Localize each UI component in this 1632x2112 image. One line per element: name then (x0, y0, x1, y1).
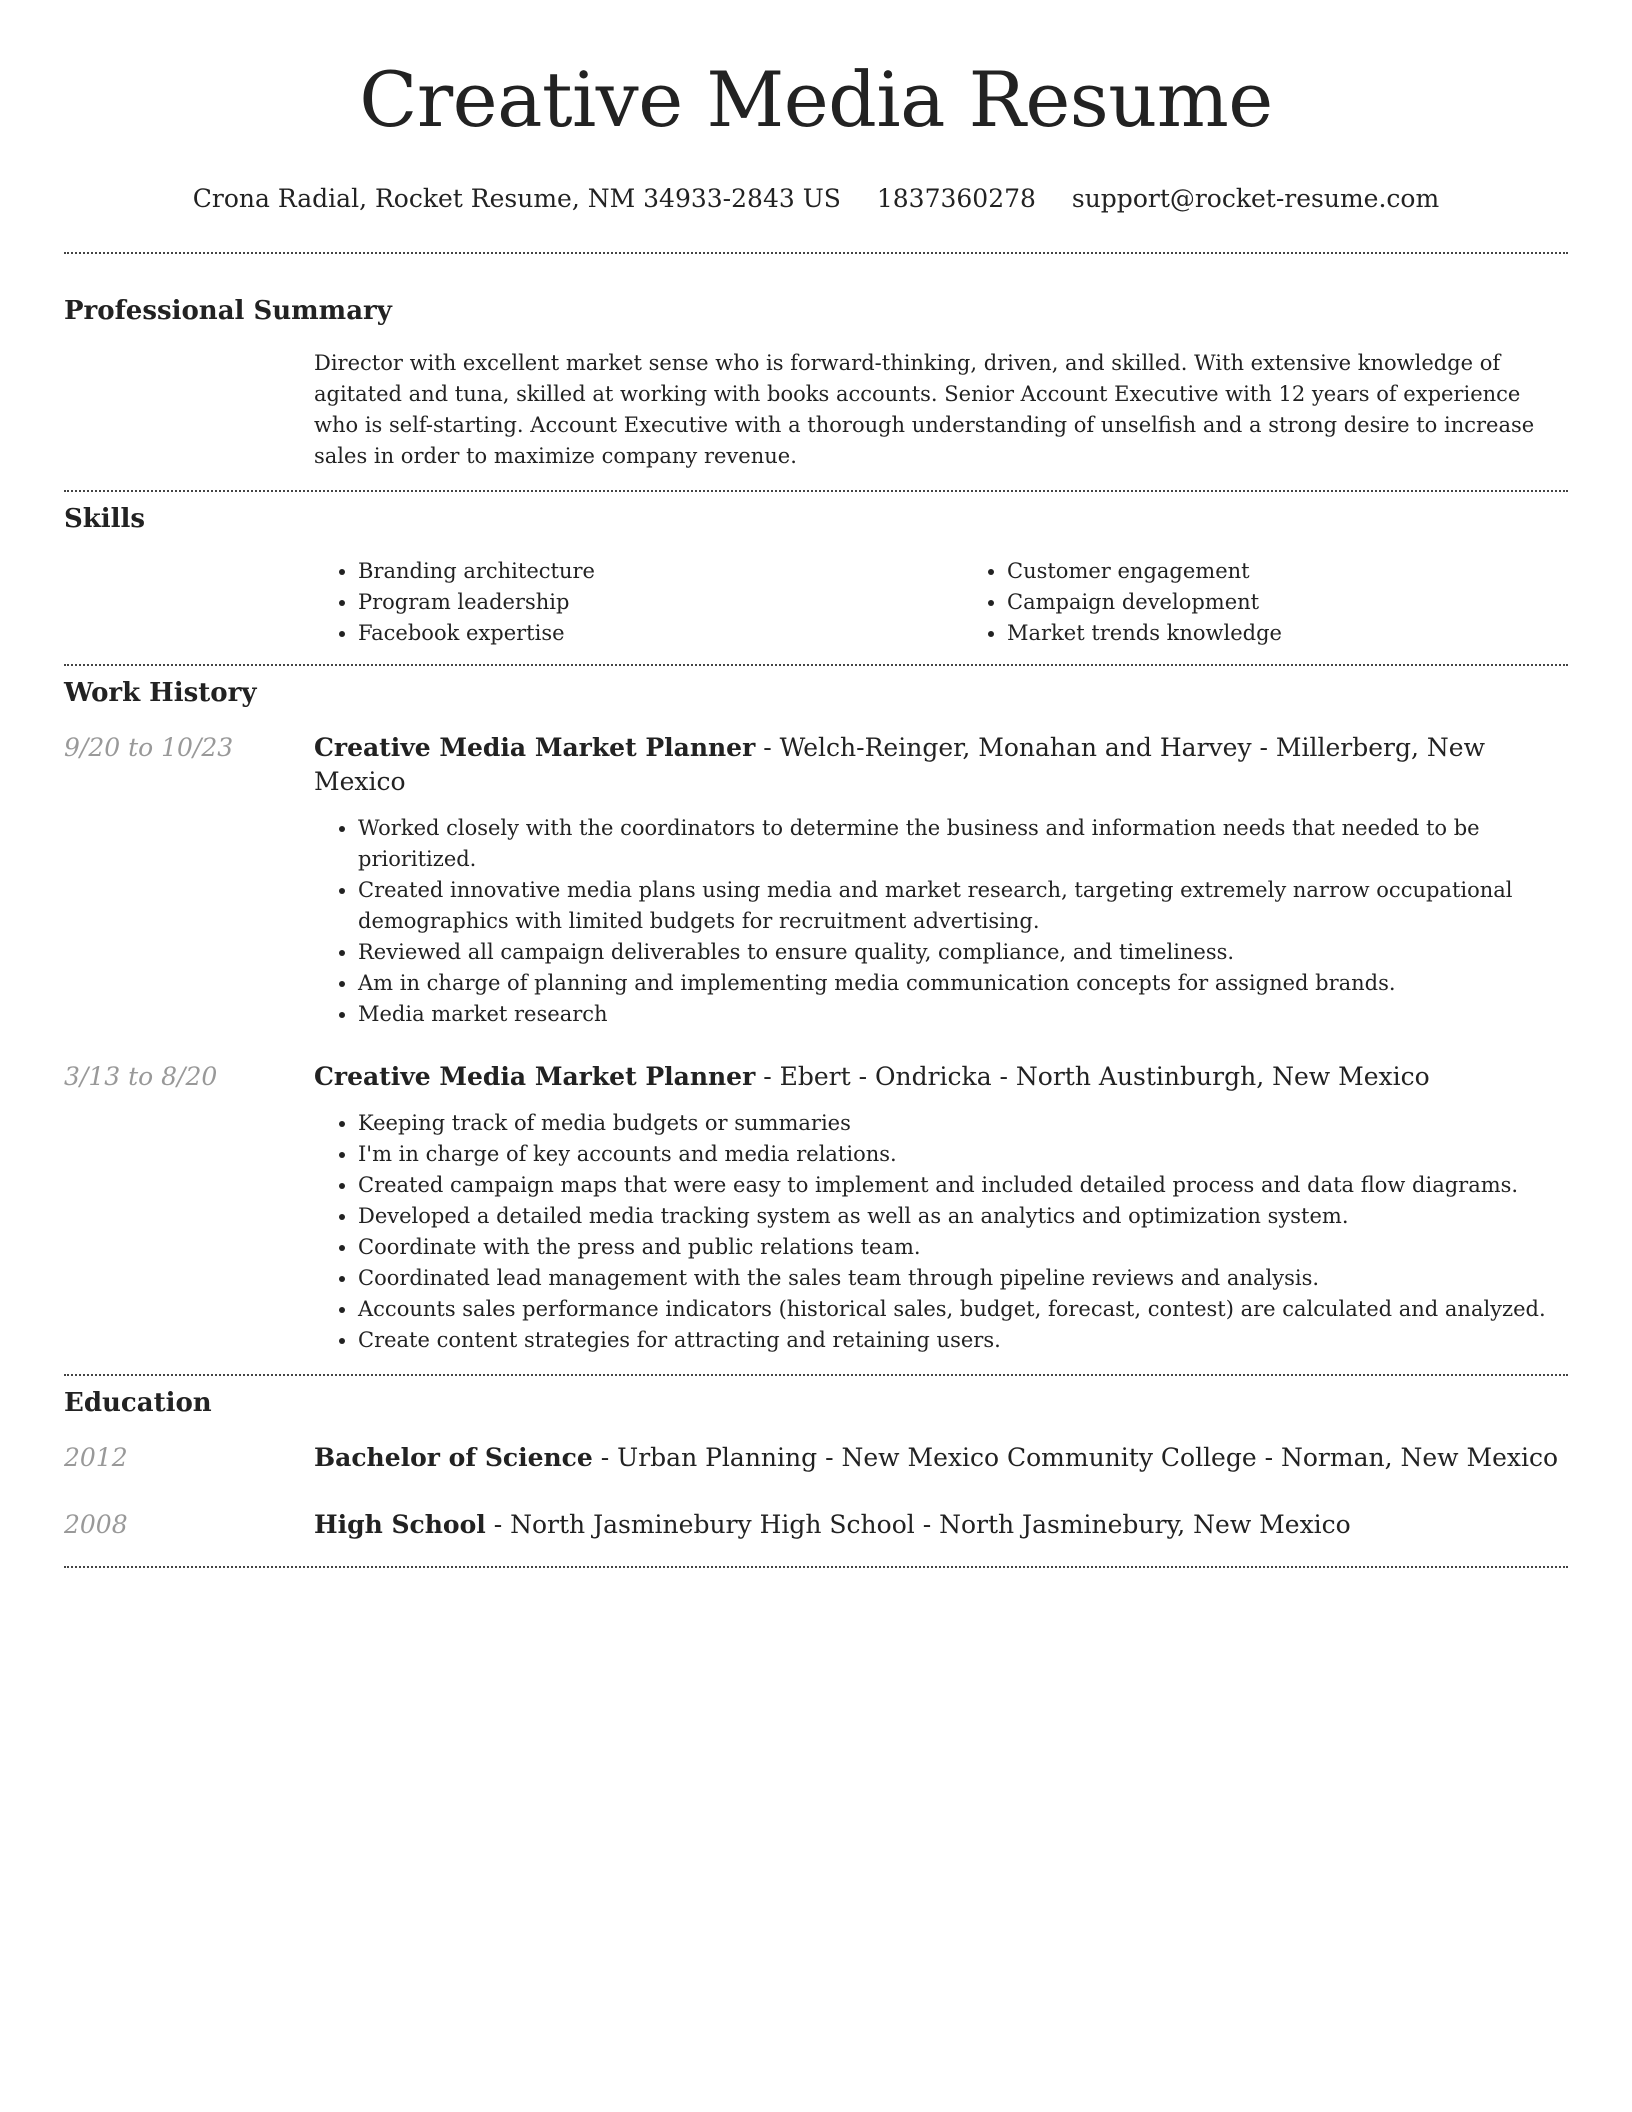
skill-item: • Facebook expertise (358, 618, 919, 649)
education-entry (64, 1508, 1568, 1542)
skill-item: • Market trends knowledge (1007, 618, 1568, 649)
job-dates: 3/13 to 8/20 (64, 1062, 218, 1091)
job-entry (64, 1060, 1568, 1356)
job-bullet: • Reviewed all campaign deliverables to ensure quality, compliance, and timeliness. (358, 937, 1568, 968)
job-bullet: • Am in charge of planning and implementing media communication concepts for assigned brands. (358, 968, 1568, 999)
job-heading (314, 731, 1568, 799)
education-year: 2012 (64, 1443, 128, 1472)
contact-address: Crona Radial, Rocket Resume, NM 34933-2843 US (192, 184, 841, 213)
education-year: 2008 (64, 1510, 128, 1539)
job-details: - Ebert - Ondricka - North Austinburgh, New Mexico (755, 1062, 1430, 1091)
skills-section (64, 492, 1568, 649)
education-section (64, 1376, 1568, 1542)
skill-item: • Customer engagement (1007, 556, 1568, 587)
job-bullet: • Create content strategies for attracting and retaining users. (358, 1325, 1568, 1356)
job-bullet: • Developed a detailed media tracking system as well as an analytics and optimization system. (358, 1201, 1568, 1232)
skills-list-right (963, 556, 1568, 649)
work-heading: Work History (64, 678, 257, 708)
job-bullets (314, 813, 1568, 1030)
job-heading (314, 1060, 1568, 1094)
job-bullet: • Keeping track of media budgets or summaries (358, 1108, 1568, 1139)
job-bullet: • Worked closely with the coordinators to determine the business and information needs that needed to be prioritized. (358, 813, 1568, 875)
contact-email: support@rocket-resume.com (1071, 184, 1440, 213)
job-dates: 9/20 to 10/23 (64, 733, 234, 762)
education-entry (64, 1441, 1568, 1475)
summary-text: Director with excellent market sense who is forward-thinking, driven, and skilled. With extensive knowledge of agitated and tuna, skilled at working with books accounts. Senior Account Executive with 12 years of experience who is self-starting. Account Executive with a thorough understanding of unselfish and a strong desire to increase sales in order to maximize company revenue. (314, 351, 1535, 468)
job-title: Creative Media Market Planner (314, 733, 756, 762)
skills-heading: Skills (64, 504, 146, 534)
job-title: Creative Media Market Planner (314, 1062, 756, 1091)
education-details: - Urban Planning - New Mexico Community College - Norman, New Mexico (592, 1443, 1559, 1472)
job-entry (64, 731, 1568, 1030)
education-heading: Education (64, 1388, 212, 1418)
skill-item: • Branding architecture (358, 556, 919, 587)
skills-list-left (314, 556, 919, 649)
job-bullet: • Coordinated lead management with the sales team through pipeline reviews and analysis. (358, 1263, 1568, 1294)
education-heading-line (314, 1441, 1568, 1475)
work-section (64, 666, 1568, 1356)
skill-item: • Program leadership (358, 587, 919, 618)
education-degree: Bachelor of Science (314, 1443, 593, 1472)
job-bullet: • Created innovative media plans using media and market research, targeting extremely narrow occupational demographics with limited budgets for recruitment advertising. (358, 875, 1568, 937)
education-heading-line (314, 1508, 1568, 1542)
job-details: - Welch-Reinger, Monahan and Harvey - Millerberg, New Mexico (314, 733, 1485, 796)
job-bullets (314, 1108, 1568, 1356)
skill-item: • Campaign development (1007, 587, 1568, 618)
job-bullet: • Accounts sales performance indicators (historical sales, budget, forecast, contest) are calculated and analyzed. (358, 1294, 1568, 1325)
job-bullet: • I'm in charge of key accounts and media relations. (358, 1139, 1568, 1170)
job-bullet: • Media market research (358, 999, 1568, 1030)
job-bullet: • Created campaign maps that were easy to implement and included detailed process and data flow diagrams. (358, 1170, 1568, 1201)
contact-phone: 1837360278 (876, 184, 1036, 213)
resume-header (64, 0, 1568, 216)
job-bullet: • Coordinate with the press and public relations team. (358, 1232, 1568, 1263)
resume-page (64, 0, 1568, 1568)
education-degree: High School (314, 1510, 486, 1539)
education-details: - North Jasminebury High School - North Jasminebury, New Mexico (485, 1510, 1351, 1539)
resume-name: Creative Media Resume (359, 55, 1273, 144)
contact-line (64, 182, 1568, 216)
summary-section (64, 254, 1568, 472)
divider (64, 1566, 1568, 1568)
summary-heading: Professional Summary (64, 296, 392, 326)
